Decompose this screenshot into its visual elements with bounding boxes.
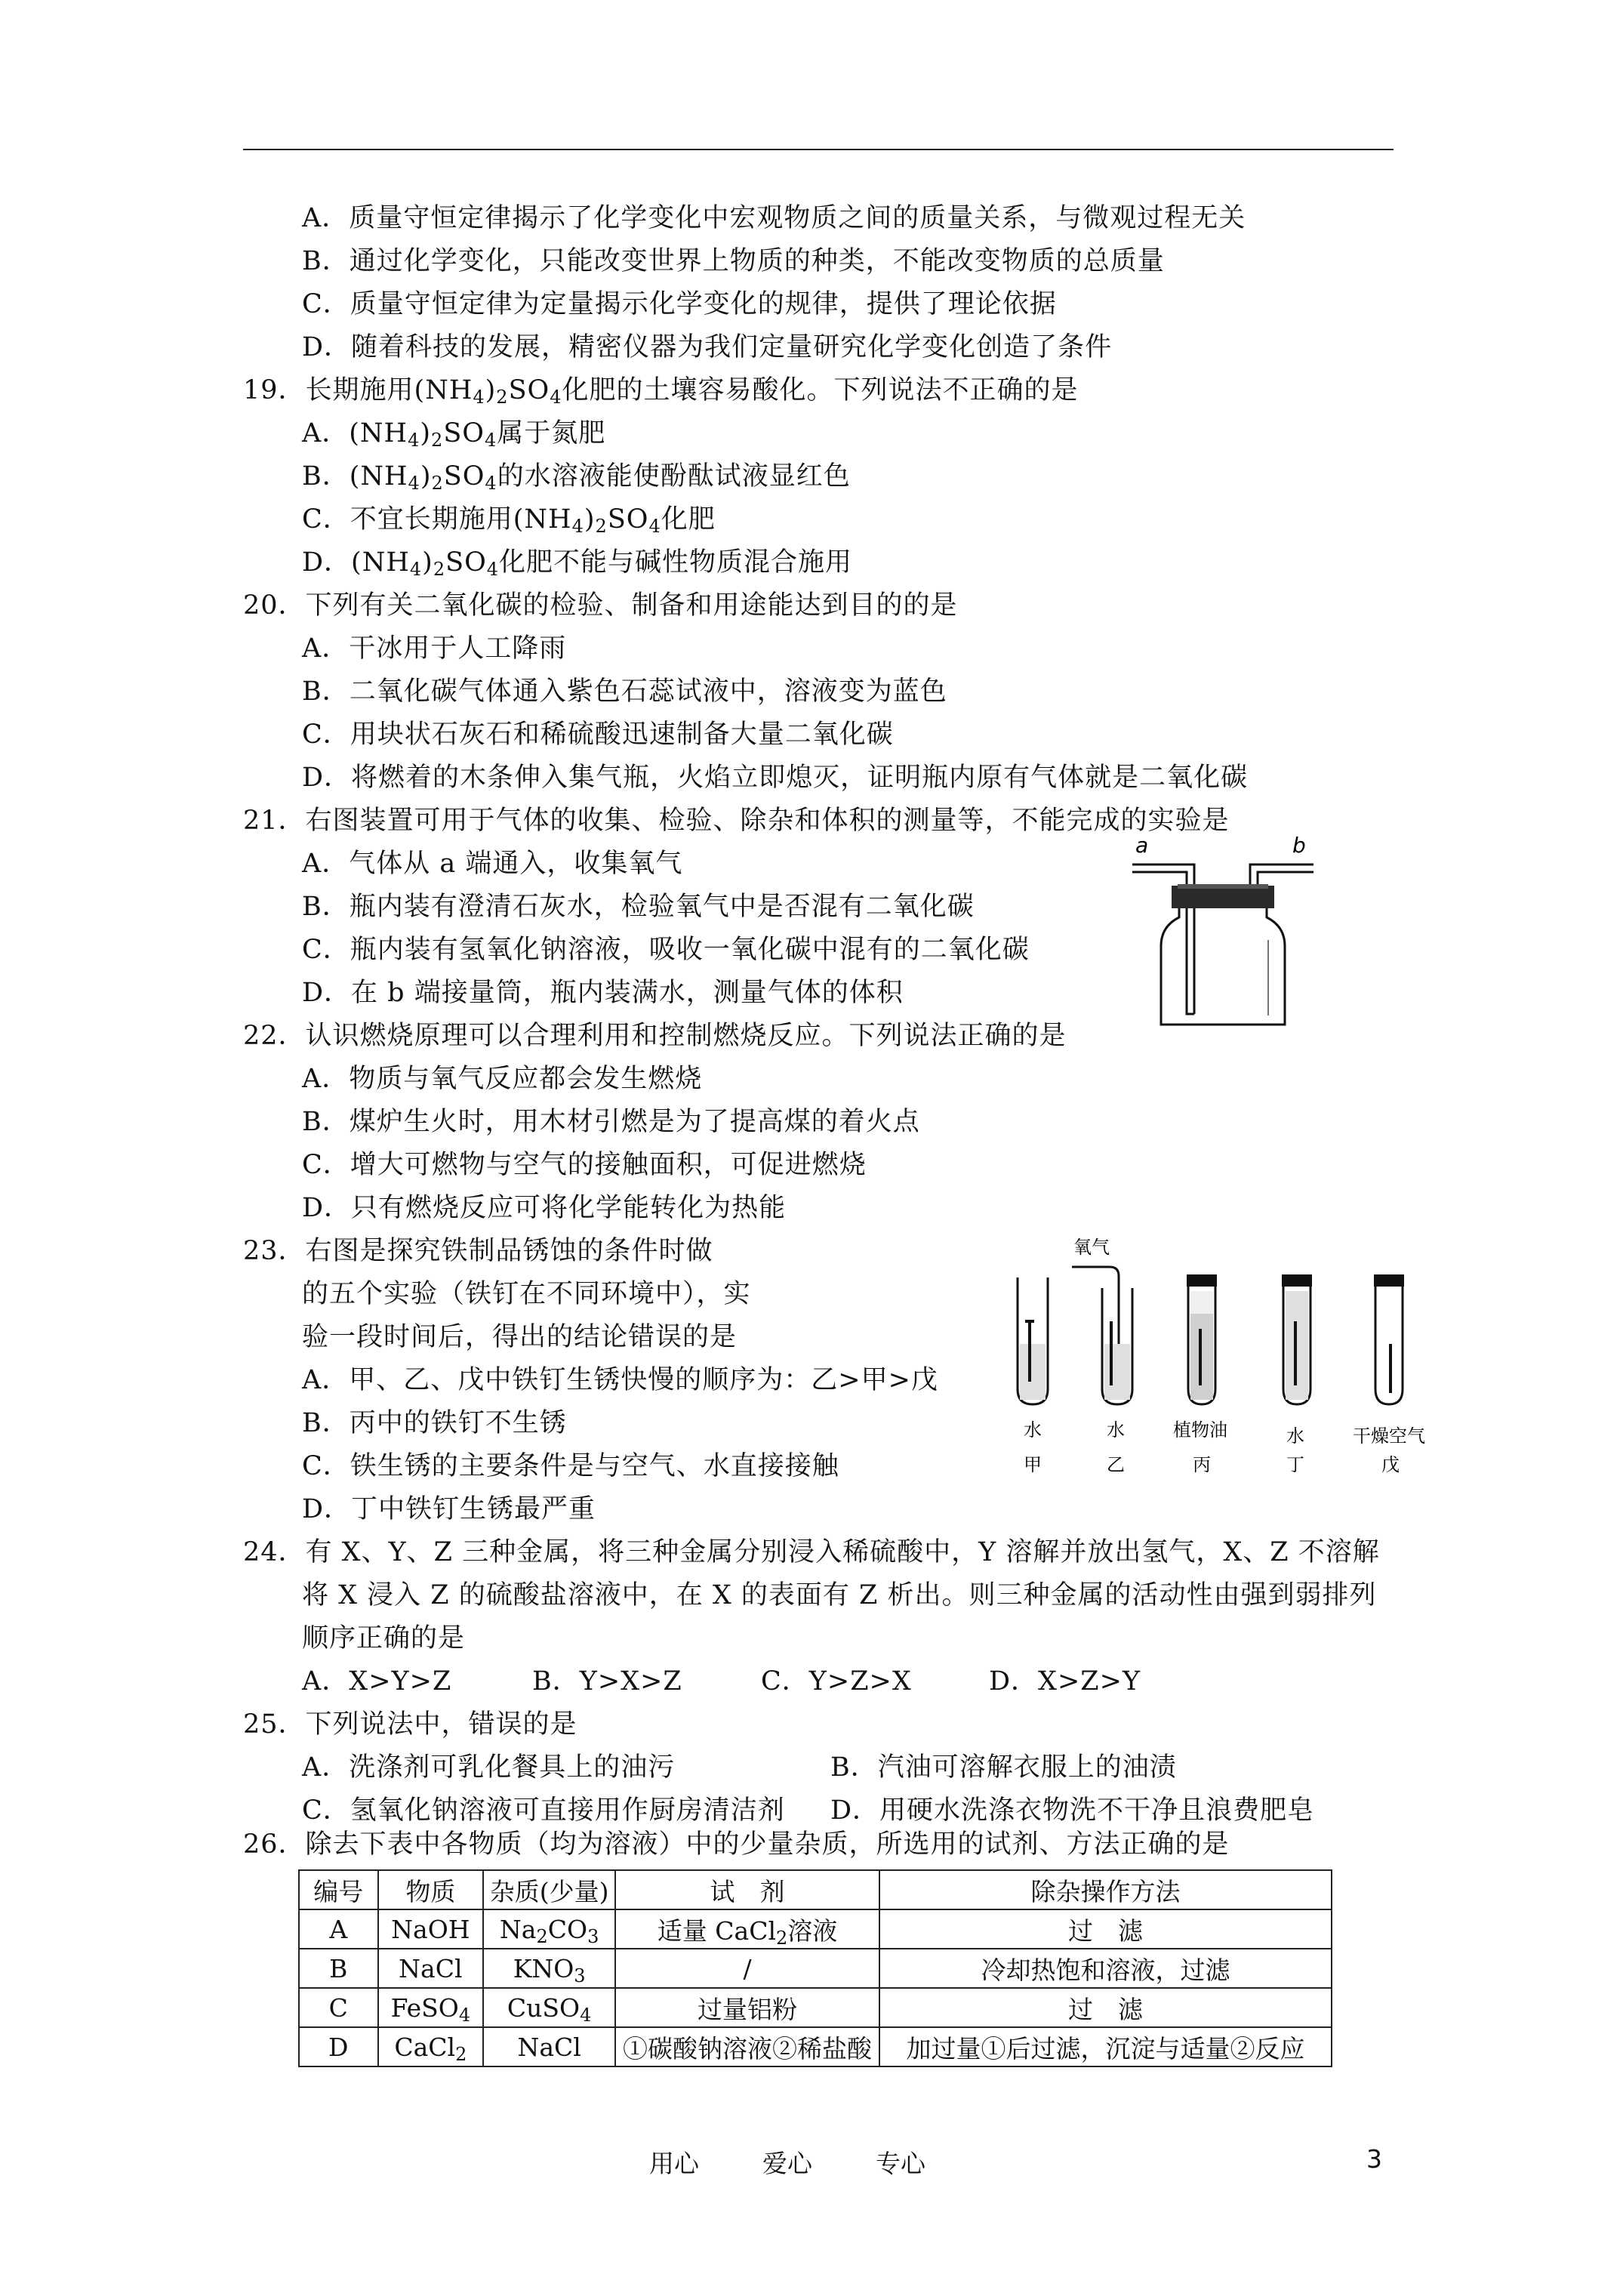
gas-bottle-figure: [1125, 834, 1321, 1031]
tube-jia-content: 水: [1024, 1419, 1042, 1441]
table-header-row: [299, 1870, 1332, 1909]
table-row: [299, 1988, 1332, 2027]
footer-item-2: 爱心: [762, 2149, 812, 2178]
tube-yi: [1072, 1267, 1132, 1404]
cell-reagent: 适量 CaCl$_2$溶液: [615, 1909, 879, 1949]
q23-option-a: A．甲、乙、戊中铁钉生锈快慢的顺序为：乙>甲>戊: [302, 1365, 938, 1395]
tube-bing-name: 丙: [1193, 1454, 1211, 1475]
header-rule: [243, 149, 1394, 150]
cell-impurity: $Na_2CO_3$: [483, 1909, 615, 1949]
cell-reagent: /: [615, 1949, 879, 1988]
cell-impurity: NaCl: [483, 2027, 615, 2066]
cell-method: 加过量①后过滤，沉淀与适量②反应: [879, 2027, 1332, 2066]
q22-option-d: D．只有燃烧反应可将化学能转化为热能: [302, 1193, 787, 1223]
header-reagent: 试 剂: [615, 1870, 879, 1909]
q20-stem: 20．下列有关二氧化碳的检验、制备和用途能达到目的的是: [243, 590, 958, 621]
label-b: b: [1292, 834, 1306, 858]
cell-id: D: [299, 2027, 378, 2066]
tube-ding-content: 水: [1286, 1425, 1304, 1447]
q23-stem-line-3: 验一段时间后，得出的结论错误的是: [302, 1322, 738, 1352]
q18-option-d: D．随着科技的发展，精密仪器为我们定量研究化学变化创造了条件: [302, 332, 1113, 362]
cell-substance: NaOH: [378, 1909, 484, 1949]
q24-option-d: D．X>Z>Y: [989, 1666, 1141, 1697]
header-id: 编号: [299, 1870, 378, 1909]
cell-method: 冷却热饱和溶液，过滤: [879, 1949, 1332, 1988]
tube-ding-name: 丁: [1286, 1454, 1304, 1475]
cell-method: 过 滤: [879, 1909, 1332, 1949]
q23-stem-line-2: 的五个实验（铁钉在不同环境中），实: [302, 1279, 751, 1309]
cell-reagent: 过量铝粉: [615, 1988, 879, 2027]
q22-stem: 22．认识燃烧原理可以合理利用和控制燃烧反应。下列说法正确的是: [243, 1021, 1067, 1051]
q18-option-a: A．质量守恒定律揭示了化学变化中宏观物质之间的质量关系，与微观过程无关: [302, 203, 1246, 233]
q20-option-b: B．二氧化碳气体通入紫色石蕊试液中，溶液变为蓝色: [302, 676, 947, 707]
q23-option-c: C．铁生锈的主要条件是与空气、水直接接触: [302, 1451, 839, 1481]
q21-option-b: B．瓶内装有澄清石灰水，检验氧气中是否混有二氧化碳: [302, 892, 975, 922]
q25-option-b: B．汽油可溶解衣服上的油渍: [830, 1752, 1177, 1783]
q24-line-1: 24．有 X、Y、Z 三种金属，将三种金属分别浸入稀硫酸中，Y 溶解并放出氢气，X、Z 不溶解: [243, 1537, 1380, 1567]
page-number: 3: [1366, 2144, 1382, 2174]
q26-stem: 26．除去下表中各物质（均为溶液）中的少量杂质，所选用的试剂、方法正确的是: [243, 1829, 1230, 1860]
q21-option-a: A．气体从 a 端通入，收集氧气: [302, 849, 683, 879]
q25-option-d: D．用硬水洗涤衣物洗不干净且浪费肥皂: [830, 1795, 1315, 1826]
tube-jia-name: 甲: [1024, 1454, 1042, 1475]
q25-stem: 25．下列说法中，错误的是: [243, 1709, 577, 1740]
tube-bing-content: 植物油: [1173, 1419, 1227, 1441]
tube-wu: [1374, 1274, 1404, 1404]
q22-option-b: B．煤炉生火时，用木材引燃是为了提高煤的着火点: [302, 1107, 920, 1137]
header-impurity: 杂质(少量): [483, 1870, 615, 1909]
oxygen-label: 氧气: [1073, 1237, 1110, 1258]
cell-impurity: $KNO_3$: [483, 1949, 615, 1988]
q19-option-b: B．$(NH_4)_2SO_4$的水溶液能使酚酞试液显红色: [302, 461, 851, 494]
footer-item-1: 用心: [649, 2149, 699, 2178]
label-a: a: [1135, 834, 1149, 858]
q23-option-d: D．丁中铁钉生锈最严重: [302, 1494, 596, 1524]
tube-ding: [1282, 1274, 1312, 1404]
table-row: [299, 1909, 1332, 1949]
q18-option-c: C．质量守恒定律为定量揭示化学变化的规律，提供了理论依据: [302, 289, 1057, 319]
q24-line-3: 顺序正确的是: [302, 1623, 466, 1653]
cell-substance: CaCl$_2$: [378, 2027, 484, 2066]
cell-reagent: ①碳酸钠溶液②稀盐酸: [615, 2027, 879, 2066]
q19-option-a: A．$(NH_4)_2SO_4$属于氮肥: [302, 418, 606, 451]
tube-yi-content: 水: [1107, 1419, 1125, 1441]
q20-option-d: D．将燃着的木条伸入集气瓶，火焰立即熄灭，证明瓶内原有气体就是二氧化碳: [302, 763, 1249, 793]
cell-impurity: CuSO$_4$: [483, 1988, 615, 2027]
cell-substance: FeSO$_4$: [378, 1988, 484, 2027]
tube-yi-name: 乙: [1107, 1454, 1125, 1475]
cell-id: A: [299, 1909, 378, 1949]
tube-jia: [1018, 1277, 1048, 1404]
impurity-table: [298, 1869, 1332, 2067]
table-row: [299, 2027, 1332, 2066]
cell-substance: NaCl: [378, 1949, 484, 1988]
q24-option-a: A．X>Y>Z: [302, 1666, 452, 1697]
footer-item-3: 专心: [876, 2149, 925, 2178]
tube-bing: [1187, 1274, 1217, 1404]
cell-method: 过 滤: [879, 1988, 1332, 2027]
q24-option-b: B．Y>X>Z: [532, 1666, 682, 1697]
tube-wu-name: 戊: [1381, 1454, 1400, 1475]
q21-stem: 21．右图装置可用于气体的收集、检验、除杂和体积的测量等，不能完成的实验是: [243, 806, 1230, 836]
table-row: [299, 1949, 1332, 1988]
rust-experiment-figure: [974, 1231, 1487, 1495]
tube-wu-content: 干燥空气: [1353, 1425, 1425, 1447]
q18-option-b: B．通过化学变化，只能改变世界上物质的种类，不能改变物质的总质量: [302, 246, 1165, 276]
q22-option-a: A．物质与氧气反应都会发生燃烧: [302, 1064, 703, 1094]
q24-option-c: C．Y>Z>X: [761, 1666, 912, 1697]
q19-option-c: C．不宜长期施用$(NH_4)_2SO_4$化肥: [302, 504, 716, 537]
q19-option-d: D．$(NH_4)_2SO_4$化肥不能与碱性物质混合施用: [302, 547, 853, 580]
q20-option-c: C．用块状石灰石和稀硫酸迅速制备大量二氧化碳: [302, 720, 894, 750]
q21-option-c: C．瓶内装有氢氧化钠溶液，吸收一氧化碳中混有的二氧化碳: [302, 935, 1030, 965]
q25-option-a: A．洗涤剂可乳化餐具上的油污: [302, 1752, 676, 1783]
q23-stem-line-1: 23．右图是探究铁制品锈蚀的条件时做: [243, 1236, 713, 1266]
q24-line-2: 将 X 浸入 Z 的硫酸盐溶液中，在 X 的表面有 Z 析出。则三种金属的活动性由强到弱排列: [302, 1580, 1377, 1610]
q20-option-a: A．干冰用于人工降雨: [302, 633, 567, 664]
header-substance: 物质: [378, 1870, 484, 1909]
q22-option-c: C．增大可燃物与空气的接触面积，可促进燃烧: [302, 1150, 867, 1180]
header-method: 除杂操作方法: [879, 1870, 1332, 1909]
q19-stem: 19．长期施用$(NH_4)_2SO_4$化肥的土壤容易酸化。下列说法不正确的是: [243, 375, 1079, 408]
cell-id: B: [299, 1949, 378, 1988]
cell-id: C: [299, 1988, 378, 2027]
q23-option-b: B．丙中的铁钉不生锈: [302, 1408, 567, 1438]
q25-option-c: C．氢氧化钠溶液可直接用作厨房清洁剂: [302, 1795, 785, 1826]
q21-option-d: D．在 b 端接量筒，瓶内装满水，测量气体的体积: [302, 978, 904, 1008]
